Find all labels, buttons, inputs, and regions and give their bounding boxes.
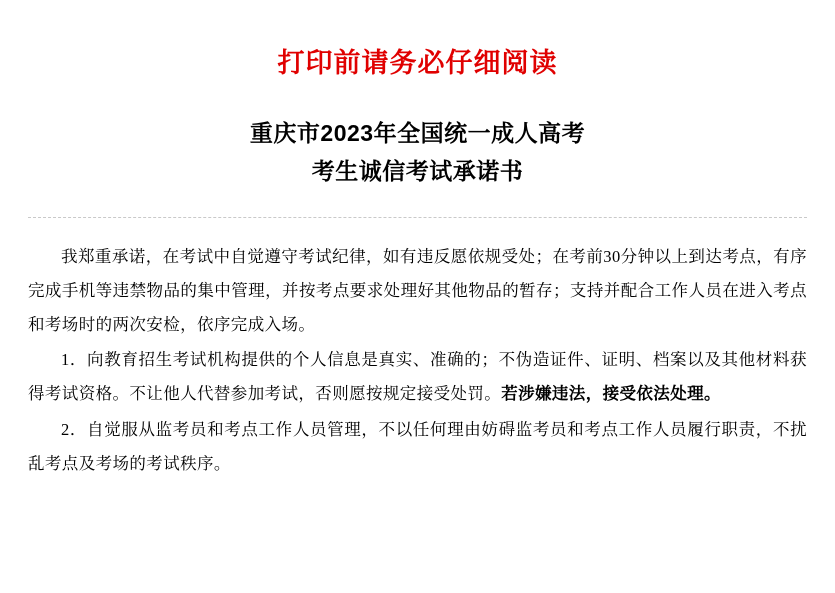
- paragraph-item-2: [28, 413, 807, 481]
- document-title: [28, 115, 807, 191]
- paragraph-item-2-text: 2．自觉服从监考员和考点工作人员管理，不以任何理由妨碍监考员和考点工作人员履行职责，不扰乱考点及考场的考试秩序。: [28, 420, 807, 473]
- warning-title: 打印前请务必仔细阅读: [277, 48, 558, 78]
- document-page: [0, 46, 835, 593]
- paragraph-item-1: [28, 343, 807, 411]
- document-body: [28, 240, 807, 481]
- paragraph-intro-text: 我郑重承诺，在考试中自觉遵守考试纪律，如有违反愿依规受处；在考前30分钟以上到达考点，有序完成手机等违禁物品的集中管理，并按考点要求处理好其他物品的暂存；支持并配合工作人员在进入考点和考场时的两次安检，依序完成入场。: [28, 246, 807, 334]
- paragraph-intro: [28, 240, 807, 341]
- title-divider: [28, 217, 807, 218]
- document-title-line-2: 考生诚信考试承诺书: [311, 158, 524, 185]
- document-title-line-1: 重庆市2023年全国统一成人高考: [249, 120, 586, 147]
- paragraph-item-1-bold-text: 若涉嫌违法，接受依法处理。: [501, 384, 721, 404]
- paragraph-item-1-text: 1．向教育招生考试机构提供的个人信息是真实、准确的；不伪造证件、证明、档案以及其他材料获得考试资格。不让他人代替参加考试，否则愿按规定接受处罚。: [28, 350, 807, 404]
